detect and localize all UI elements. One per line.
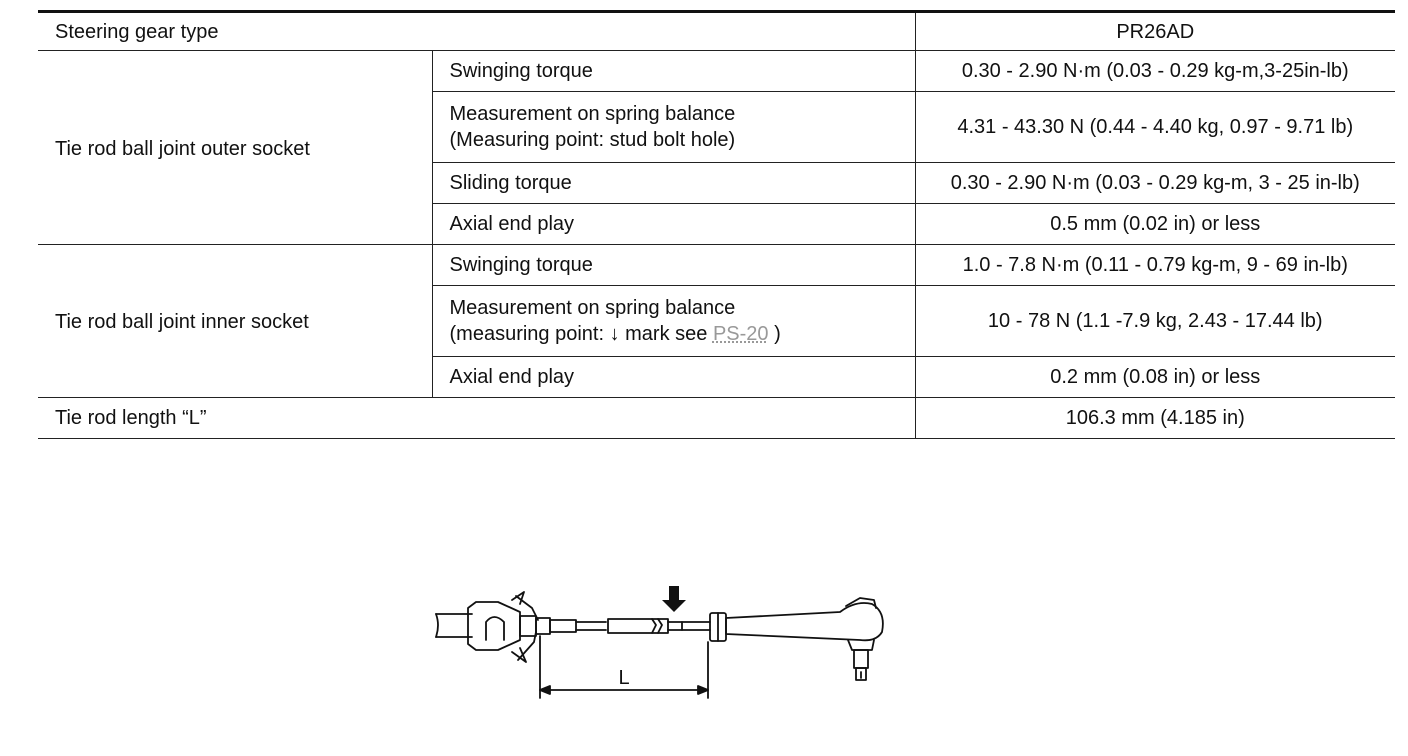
outer-sliding-torque-label: Sliding torque xyxy=(432,163,915,204)
inner-spring-balance-line1: Measurement on spring balance xyxy=(449,297,736,319)
inner-swinging-torque-label: Swinging torque xyxy=(432,245,915,286)
adjusting-sleeve xyxy=(608,619,710,633)
outer-swinging-torque-label: Swinging torque xyxy=(432,51,915,92)
tie-rod-length-label: Tie rod length “L” xyxy=(38,398,915,439)
steering-gear-type-value: PR26AD xyxy=(915,12,1395,51)
inner-axial-end-play-label: Axial end play xyxy=(432,357,915,398)
inner-swinging-torque-value: 1.0 - 7.8 N·m (0.11 - 0.79 kg-m, 9 - 69 in-lb) xyxy=(915,245,1395,286)
dimension-l-label: L xyxy=(618,667,630,689)
tie-rod-length-value: 106.3 mm (4.185 in) xyxy=(915,398,1395,439)
table-row xyxy=(38,12,1395,51)
inner-spring-balance-label xyxy=(432,286,915,357)
table-row xyxy=(38,51,1395,92)
outer-spring-balance-line2: (Measuring point: stud bolt hole) xyxy=(449,129,736,151)
outer-socket-label: Tie rod ball joint outer socket xyxy=(38,51,432,245)
rack-shaft xyxy=(436,614,472,637)
inner-axial-end-play-value: 0.2 mm (0.08 in) or less xyxy=(915,357,1395,398)
outer-socket xyxy=(726,598,883,680)
outer-swinging-torque-value: 0.30 - 2.90 N·m (0.03 - 0.29 kg-m,3-25in-lb) xyxy=(915,51,1395,92)
steering-gear-type-label: Steering gear type xyxy=(38,12,915,51)
lock-nut xyxy=(710,613,726,641)
measuring-point-arrow xyxy=(662,586,686,612)
ps-20-reference-link[interactable]: PS-20 xyxy=(712,323,769,345)
inner-spring-balance-suffix: ) xyxy=(768,323,781,345)
outer-spring-balance-value: 4.31 - 43.30 N (0.44 - 4.40 kg, 0.97 - 9.71 lb) xyxy=(915,92,1395,163)
table-row xyxy=(38,398,1395,439)
table-row xyxy=(38,245,1395,286)
inner-socket-housing xyxy=(468,592,538,662)
specification-table xyxy=(38,10,1395,439)
inner-spring-balance-value: 10 - 78 N (1.1 -7.9 kg, 2.43 - 17.44 lb) xyxy=(915,286,1395,357)
tie-rod-diagram xyxy=(420,578,920,708)
outer-sliding-torque-value: 0.30 - 2.90 N·m (0.03 - 0.29 kg-m, 3 - 25 in-lb) xyxy=(915,163,1395,204)
inner-spring-balance-line2 xyxy=(450,321,903,347)
outer-axial-end-play-value: 0.5 mm (0.02 in) or less xyxy=(915,204,1395,245)
outer-axial-end-play-label: Axial end play xyxy=(432,204,915,245)
inner-spring-balance-prefix: (measuring point: ↓ mark see xyxy=(449,323,713,345)
outer-spring-balance-line1: Measurement on spring balance xyxy=(449,103,736,125)
inner-socket-label: Tie rod ball joint inner socket xyxy=(38,245,432,398)
outer-spring-balance-label xyxy=(432,92,915,163)
inner-rod xyxy=(520,616,606,636)
